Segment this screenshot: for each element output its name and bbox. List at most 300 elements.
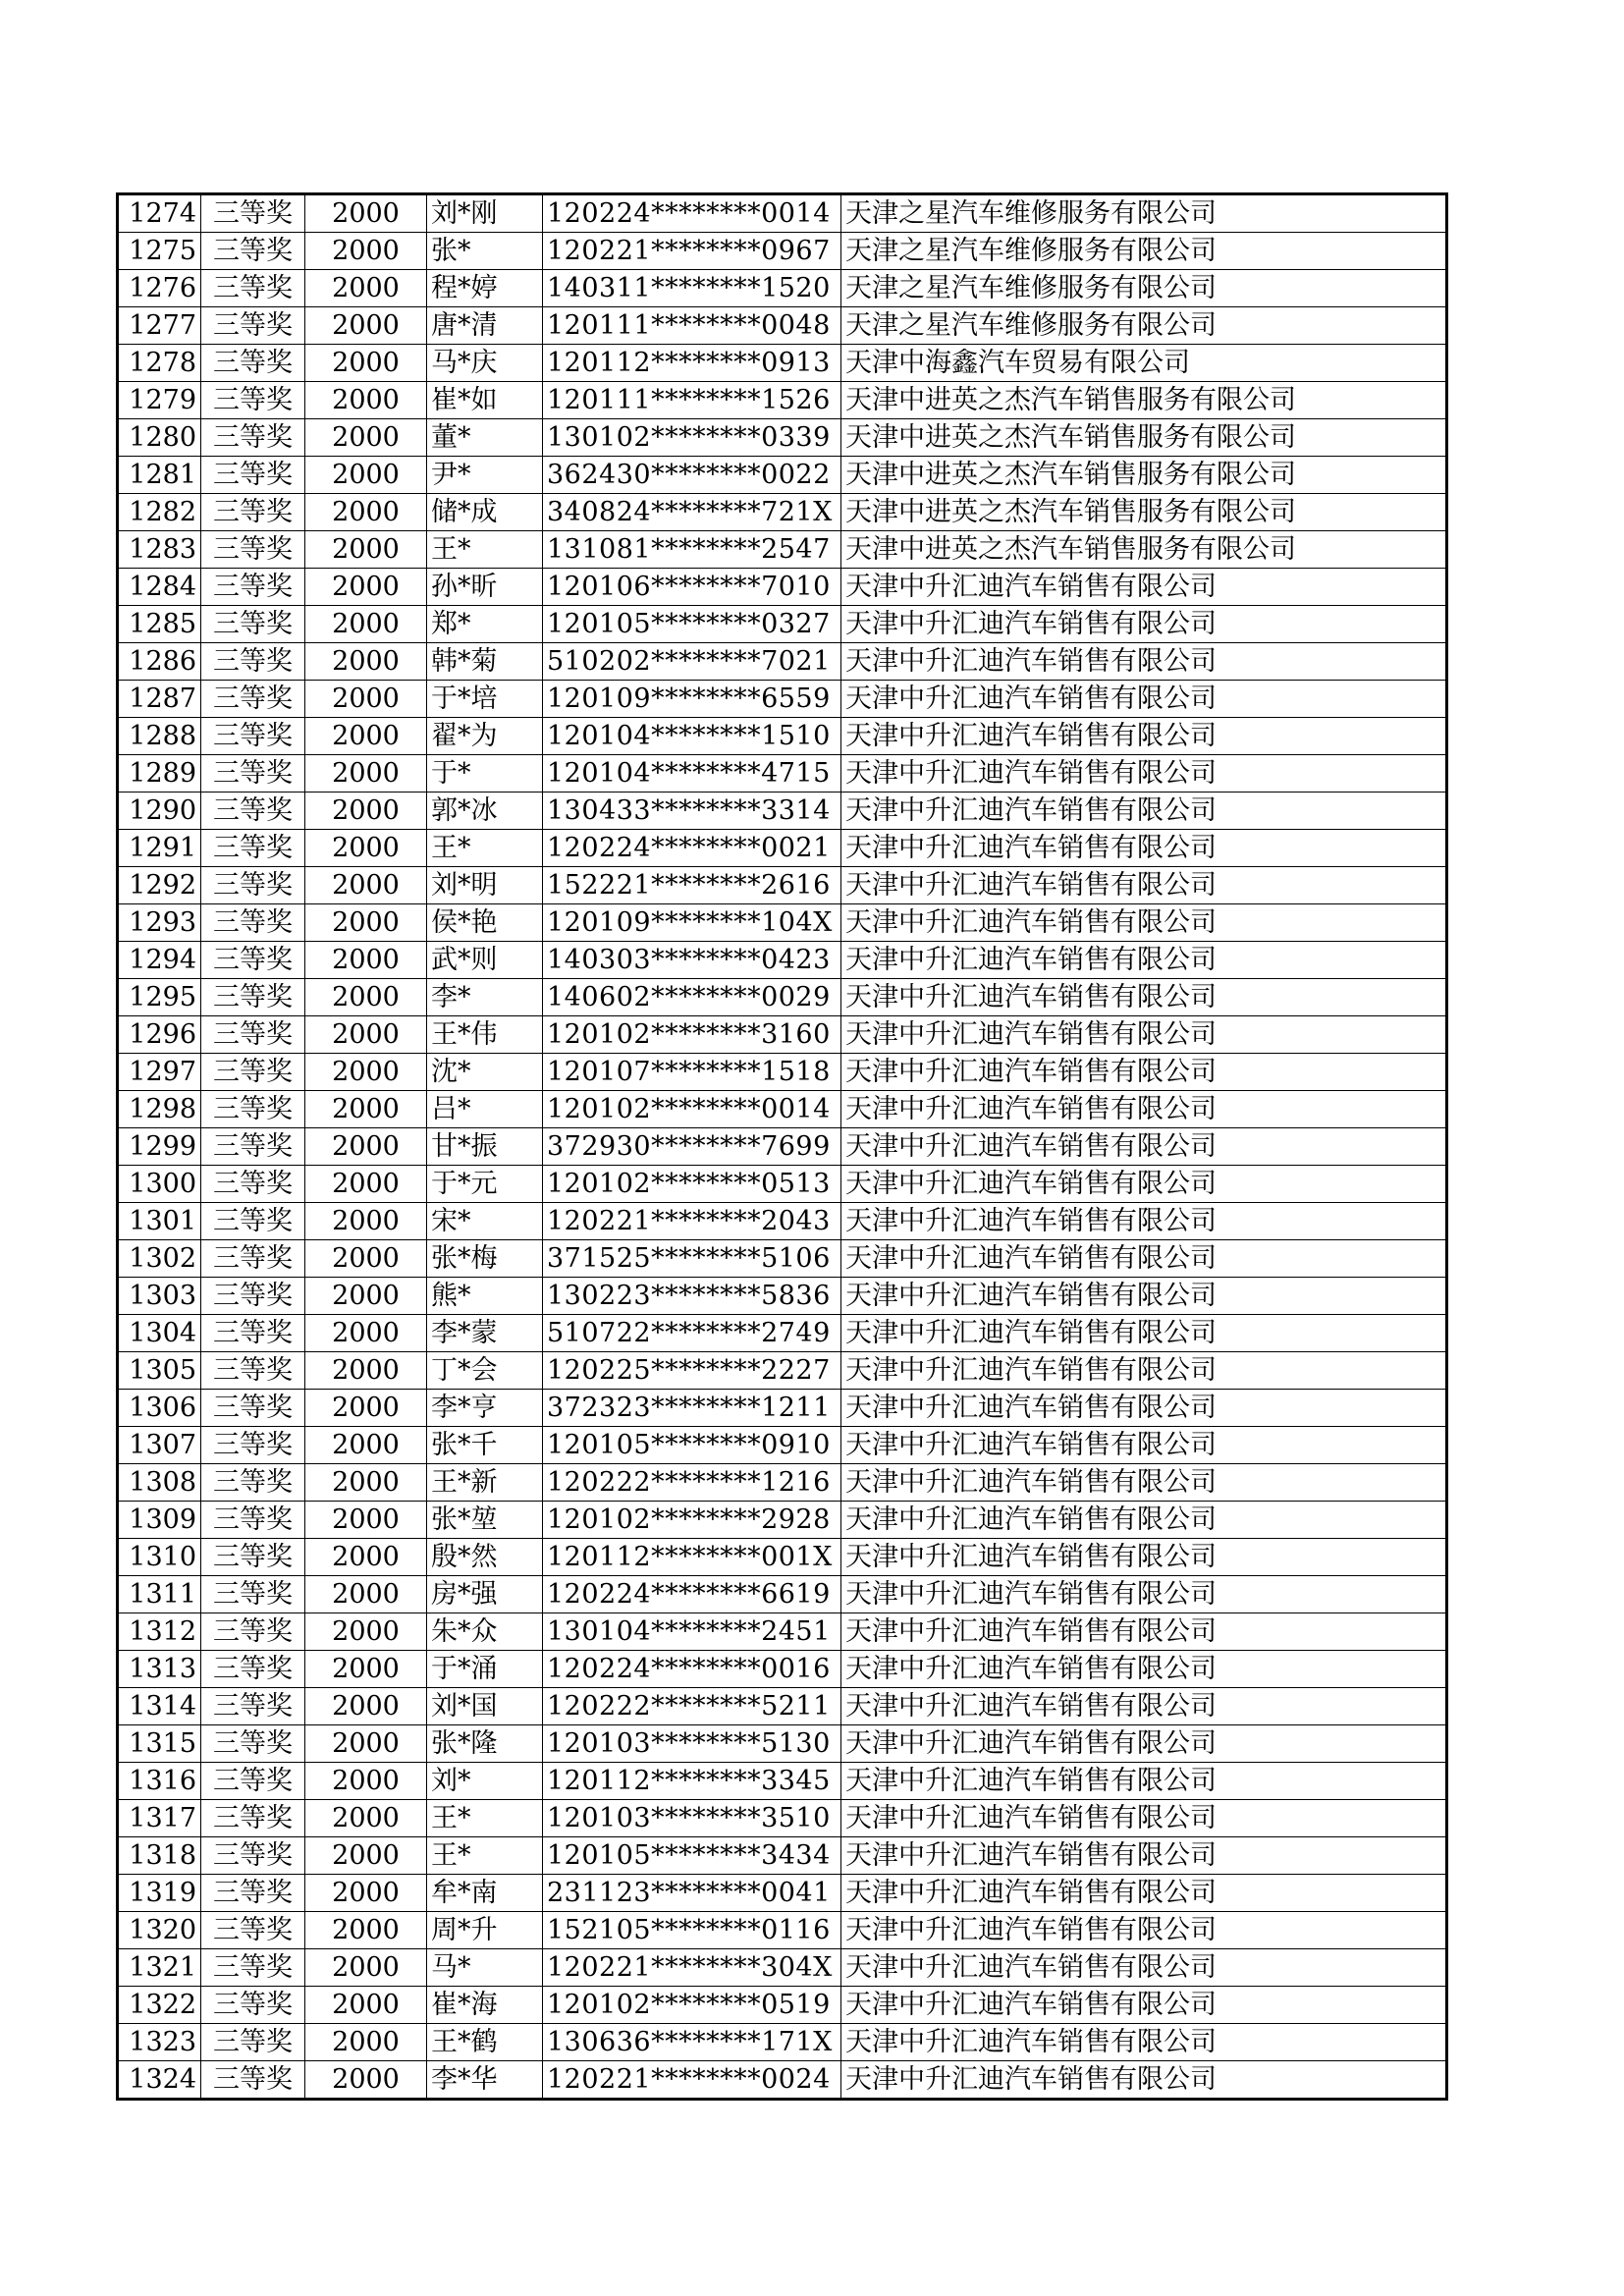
winner-name-cell: 熊* — [427, 1278, 543, 1315]
row-number-cell: 1304 — [119, 1315, 201, 1352]
company-name-cell: 天津中升汇迪汽车销售有限公司 — [841, 1166, 1446, 1203]
prize-level-cell: 三等奖 — [201, 606, 305, 643]
row-number-cell: 1275 — [119, 233, 201, 270]
id-number-cell: 120222********5211 — [543, 1688, 841, 1725]
winner-name-cell: 马* — [427, 1949, 543, 1987]
row-number-cell: 1318 — [119, 1837, 201, 1875]
table-row — [119, 830, 1446, 867]
row-number-cell: 1310 — [119, 1539, 201, 1576]
row-number-cell: 1308 — [119, 1464, 201, 1502]
table-row — [119, 979, 1446, 1016]
prize-amount-cell: 2000 — [305, 942, 427, 979]
row-number-cell: 1279 — [119, 382, 201, 419]
company-name-cell: 天津中海鑫汽车贸易有限公司 — [841, 345, 1446, 382]
company-name-cell: 天津中升汇迪汽车销售有限公司 — [841, 1427, 1446, 1464]
row-number-cell: 1302 — [119, 1240, 201, 1278]
prize-level-cell: 三等奖 — [201, 1091, 305, 1128]
company-name-cell: 天津中升汇迪汽车销售有限公司 — [841, 1875, 1446, 1912]
company-name-cell: 天津中升汇迪汽车销售有限公司 — [841, 1688, 1446, 1725]
prize-level-cell: 三等奖 — [201, 979, 305, 1016]
table-row — [119, 1837, 1446, 1875]
winner-name-cell: 侯*艳 — [427, 904, 543, 942]
prize-amount-cell: 2000 — [305, 419, 427, 457]
company-name-cell: 天津中升汇迪汽车销售有限公司 — [841, 1539, 1446, 1576]
row-number-cell: 1309 — [119, 1502, 201, 1539]
prize-level-cell: 三等奖 — [201, 1502, 305, 1539]
winner-name-cell: 尹* — [427, 457, 543, 494]
table-row — [119, 382, 1446, 419]
company-name-cell: 天津中升汇迪汽车销售有限公司 — [841, 1016, 1446, 1054]
row-number-cell: 1286 — [119, 643, 201, 681]
prize-level-cell: 三等奖 — [201, 1763, 305, 1800]
winner-name-cell: 武*则 — [427, 942, 543, 979]
company-name-cell: 天津中进英之杰汽车销售服务有限公司 — [841, 457, 1446, 494]
winner-name-cell: 于* — [427, 755, 543, 793]
table-row — [119, 942, 1446, 979]
row-number-cell: 1320 — [119, 1912, 201, 1949]
id-number-cell: 120111********1526 — [543, 382, 841, 419]
id-number-cell: 340824********721X — [543, 494, 841, 531]
company-name-cell: 天津中升汇迪汽车销售有限公司 — [841, 1315, 1446, 1352]
prize-amount-cell: 2000 — [305, 1352, 427, 1390]
winner-name-cell: 董* — [427, 419, 543, 457]
row-number-cell: 1282 — [119, 494, 201, 531]
id-number-cell: 120221********304X — [543, 1949, 841, 1987]
winner-name-cell: 沈* — [427, 1054, 543, 1091]
winner-name-cell: 丁*会 — [427, 1352, 543, 1390]
winner-name-cell: 于*涌 — [427, 1651, 543, 1688]
winner-name-cell: 储*成 — [427, 494, 543, 531]
prize-amount-cell: 2000 — [305, 1725, 427, 1763]
company-name-cell: 天津中升汇迪汽车销售有限公司 — [841, 718, 1446, 755]
company-name-cell: 天津中升汇迪汽车销售有限公司 — [841, 1091, 1446, 1128]
prize-level-cell: 三等奖 — [201, 681, 305, 718]
company-name-cell: 天津中升汇迪汽车销售有限公司 — [841, 1949, 1446, 1987]
table-row — [119, 2061, 1446, 2099]
row-number-cell: 1274 — [119, 195, 201, 233]
id-number-cell: 120106********7010 — [543, 569, 841, 606]
prize-amount-cell: 2000 — [305, 718, 427, 755]
prize-level-cell: 三等奖 — [201, 2061, 305, 2099]
row-number-cell: 1311 — [119, 1576, 201, 1613]
winner-name-cell: 房*强 — [427, 1576, 543, 1613]
company-name-cell: 天津之星汽车维修服务有限公司 — [841, 195, 1446, 233]
company-name-cell: 天津中升汇迪汽车销售有限公司 — [841, 1352, 1446, 1390]
row-number-cell: 1292 — [119, 867, 201, 904]
table-row — [119, 1502, 1446, 1539]
prize-level-cell: 三等奖 — [201, 419, 305, 457]
prize-amount-cell: 2000 — [305, 1613, 427, 1651]
id-number-cell: 130104********2451 — [543, 1613, 841, 1651]
table-row — [119, 307, 1446, 345]
table-row — [119, 1054, 1446, 1091]
prize-amount-cell: 2000 — [305, 1502, 427, 1539]
prize-amount-cell: 2000 — [305, 1837, 427, 1875]
company-name-cell: 天津中升汇迪汽车销售有限公司 — [841, 606, 1446, 643]
prize-level-cell: 三等奖 — [201, 1390, 305, 1427]
prize-level-cell: 三等奖 — [201, 1240, 305, 1278]
id-number-cell: 120102********0519 — [543, 1987, 841, 2024]
winner-name-cell: 张*隆 — [427, 1725, 543, 1763]
table-row — [119, 1240, 1446, 1278]
prize-amount-cell: 2000 — [305, 1315, 427, 1352]
prize-amount-cell: 2000 — [305, 1688, 427, 1725]
row-number-cell: 1306 — [119, 1390, 201, 1427]
table-row — [119, 2024, 1446, 2061]
winner-name-cell: 王* — [427, 830, 543, 867]
prize-level-cell: 三等奖 — [201, 307, 305, 345]
prize-level-cell: 三等奖 — [201, 457, 305, 494]
prize-level-cell: 三等奖 — [201, 942, 305, 979]
table-row — [119, 1464, 1446, 1502]
prize-amount-cell: 2000 — [305, 1240, 427, 1278]
id-number-cell: 120103********3510 — [543, 1800, 841, 1837]
prize-amount-cell: 2000 — [305, 2024, 427, 2061]
table-row — [119, 1688, 1446, 1725]
winner-name-cell: 吕* — [427, 1091, 543, 1128]
prize-level-cell: 三等奖 — [201, 1912, 305, 1949]
id-number-cell: 120221********0024 — [543, 2061, 841, 2099]
prize-level-cell: 三等奖 — [201, 1725, 305, 1763]
prize-amount-cell: 2000 — [305, 195, 427, 233]
prize-level-cell: 三等奖 — [201, 1427, 305, 1464]
prize-level-cell: 三等奖 — [201, 2024, 305, 2061]
id-number-cell: 371525********5106 — [543, 1240, 841, 1278]
id-number-cell: 120102********0014 — [543, 1091, 841, 1128]
row-number-cell: 1322 — [119, 1987, 201, 2024]
winner-name-cell: 刘*国 — [427, 1688, 543, 1725]
winner-name-cell: 唐*清 — [427, 307, 543, 345]
table-row — [119, 569, 1446, 606]
prize-amount-cell: 2000 — [305, 307, 427, 345]
id-number-cell: 120105********0327 — [543, 606, 841, 643]
company-name-cell: 天津中升汇迪汽车销售有限公司 — [841, 1390, 1446, 1427]
prize-amount-cell: 2000 — [305, 531, 427, 569]
winner-name-cell: 李* — [427, 979, 543, 1016]
company-name-cell: 天津中升汇迪汽车销售有限公司 — [841, 2061, 1446, 2099]
row-number-cell: 1305 — [119, 1352, 201, 1390]
prize-amount-cell: 2000 — [305, 382, 427, 419]
prize-amount-cell: 2000 — [305, 1875, 427, 1912]
prize-amount-cell: 2000 — [305, 643, 427, 681]
table-row — [119, 1651, 1446, 1688]
table-row — [119, 1800, 1446, 1837]
winner-name-cell: 朱*众 — [427, 1613, 543, 1651]
company-name-cell: 天津中升汇迪汽车销售有限公司 — [841, 1464, 1446, 1502]
table-row — [119, 606, 1446, 643]
table-row — [119, 1576, 1446, 1613]
table-row — [119, 345, 1446, 382]
prize-level-cell: 三等奖 — [201, 1166, 305, 1203]
prize-level-cell: 三等奖 — [201, 755, 305, 793]
id-number-cell: 120102********0513 — [543, 1166, 841, 1203]
row-number-cell: 1295 — [119, 979, 201, 1016]
winner-name-cell: 郭*冰 — [427, 793, 543, 830]
prize-amount-cell: 2000 — [305, 1091, 427, 1128]
prize-amount-cell: 2000 — [305, 755, 427, 793]
winner-name-cell: 张*堃 — [427, 1502, 543, 1539]
company-name-cell: 天津中升汇迪汽车销售有限公司 — [841, 569, 1446, 606]
table-row — [119, 1912, 1446, 1949]
table-row — [119, 419, 1446, 457]
winner-name-cell: 韩*菊 — [427, 643, 543, 681]
prize-amount-cell: 2000 — [305, 1763, 427, 1800]
company-name-cell: 天津中升汇迪汽车销售有限公司 — [841, 830, 1446, 867]
id-number-cell: 140602********0029 — [543, 979, 841, 1016]
prize-level-cell: 三等奖 — [201, 1352, 305, 1390]
prize-level-cell: 三等奖 — [201, 1651, 305, 1688]
table-row — [119, 681, 1446, 718]
table-body — [119, 195, 1446, 2099]
row-number-cell: 1287 — [119, 681, 201, 718]
prize-amount-cell: 2000 — [305, 1166, 427, 1203]
prize-amount-cell: 2000 — [305, 1949, 427, 1987]
prize-level-cell: 三等奖 — [201, 643, 305, 681]
table-row — [119, 1128, 1446, 1166]
winner-name-cell: 张*梅 — [427, 1240, 543, 1278]
id-number-cell: 120112********001X — [543, 1539, 841, 1576]
prize-level-cell: 三等奖 — [201, 1278, 305, 1315]
company-name-cell: 天津中升汇迪汽车销售有限公司 — [841, 2024, 1446, 2061]
table-row — [119, 1390, 1446, 1427]
prize-level-cell: 三等奖 — [201, 1875, 305, 1912]
prize-amount-cell: 2000 — [305, 569, 427, 606]
id-number-cell: 130636********171X — [543, 2024, 841, 2061]
table-row — [119, 1016, 1446, 1054]
prize-amount-cell: 2000 — [305, 1912, 427, 1949]
company-name-cell: 天津中升汇迪汽车销售有限公司 — [841, 1651, 1446, 1688]
table-row — [119, 867, 1446, 904]
table-row — [119, 1613, 1446, 1651]
winner-name-cell: 王*鹤 — [427, 2024, 543, 2061]
table-row — [119, 531, 1446, 569]
winner-name-cell: 崔*海 — [427, 1987, 543, 2024]
company-name-cell: 天津之星汽车维修服务有限公司 — [841, 307, 1446, 345]
prize-amount-cell: 2000 — [305, 1800, 427, 1837]
prize-amount-cell: 2000 — [305, 494, 427, 531]
winner-name-cell: 王*伟 — [427, 1016, 543, 1054]
prize-level-cell: 三等奖 — [201, 1837, 305, 1875]
table-row — [119, 1278, 1446, 1315]
table-row — [119, 1539, 1446, 1576]
prize-level-cell: 三等奖 — [201, 718, 305, 755]
prize-amount-cell: 2000 — [305, 867, 427, 904]
company-name-cell: 天津中升汇迪汽车销售有限公司 — [841, 1240, 1446, 1278]
table-row — [119, 793, 1446, 830]
row-number-cell: 1281 — [119, 457, 201, 494]
id-number-cell: 120221********2043 — [543, 1203, 841, 1240]
winner-name-cell: 周*升 — [427, 1912, 543, 1949]
table-row — [119, 1203, 1446, 1240]
company-name-cell: 天津中升汇迪汽车销售有限公司 — [841, 942, 1446, 979]
winner-name-cell: 于*元 — [427, 1166, 543, 1203]
prize-level-cell: 三等奖 — [201, 494, 305, 531]
row-number-cell: 1301 — [119, 1203, 201, 1240]
company-name-cell: 天津中升汇迪汽车销售有限公司 — [841, 1613, 1446, 1651]
row-number-cell: 1291 — [119, 830, 201, 867]
row-number-cell: 1283 — [119, 531, 201, 569]
prize-amount-cell: 2000 — [305, 1016, 427, 1054]
company-name-cell: 天津中升汇迪汽车销售有限公司 — [841, 681, 1446, 718]
row-number-cell: 1321 — [119, 1949, 201, 1987]
company-name-cell: 天津之星汽车维修服务有限公司 — [841, 233, 1446, 270]
prize-level-cell: 三等奖 — [201, 382, 305, 419]
table-row — [119, 1166, 1446, 1203]
prize-amount-cell: 2000 — [305, 233, 427, 270]
id-number-cell: 130433********3314 — [543, 793, 841, 830]
company-name-cell: 天津中升汇迪汽车销售有限公司 — [841, 1725, 1446, 1763]
id-number-cell: 140311********1520 — [543, 270, 841, 307]
row-number-cell: 1313 — [119, 1651, 201, 1688]
id-number-cell: 120224********6619 — [543, 1576, 841, 1613]
row-number-cell: 1276 — [119, 270, 201, 307]
table-row — [119, 457, 1446, 494]
winner-name-cell: 王*新 — [427, 1464, 543, 1502]
winner-name-cell: 崔*如 — [427, 382, 543, 419]
prize-level-cell: 三等奖 — [201, 1613, 305, 1651]
prize-level-cell: 三等奖 — [201, 1576, 305, 1613]
company-name-cell: 天津中升汇迪汽车销售有限公司 — [841, 1837, 1446, 1875]
prize-level-cell: 三等奖 — [201, 1016, 305, 1054]
id-number-cell: 140303********0423 — [543, 942, 841, 979]
prize-level-cell: 三等奖 — [201, 904, 305, 942]
prize-amount-cell: 2000 — [305, 270, 427, 307]
prize-level-cell: 三等奖 — [201, 1128, 305, 1166]
company-name-cell: 天津中升汇迪汽车销售有限公司 — [841, 1987, 1446, 2024]
winner-name-cell: 甘*振 — [427, 1128, 543, 1166]
company-name-cell: 天津中升汇迪汽车销售有限公司 — [841, 1278, 1446, 1315]
prize-amount-cell: 2000 — [305, 830, 427, 867]
row-number-cell: 1303 — [119, 1278, 201, 1315]
row-number-cell: 1299 — [119, 1128, 201, 1166]
id-number-cell: 152221********2616 — [543, 867, 841, 904]
prize-level-cell: 三等奖 — [201, 270, 305, 307]
prize-level-cell: 三等奖 — [201, 1949, 305, 1987]
winner-name-cell: 张* — [427, 233, 543, 270]
company-name-cell: 天津中进英之杰汽车销售服务有限公司 — [841, 382, 1446, 419]
id-number-cell: 372930********7699 — [543, 1128, 841, 1166]
prize-level-cell: 三等奖 — [201, 867, 305, 904]
id-number-cell: 130223********5836 — [543, 1278, 841, 1315]
row-number-cell: 1288 — [119, 718, 201, 755]
row-number-cell: 1278 — [119, 345, 201, 382]
company-name-cell: 天津中升汇迪汽车销售有限公司 — [841, 1128, 1446, 1166]
row-number-cell: 1294 — [119, 942, 201, 979]
prize-amount-cell: 2000 — [305, 1427, 427, 1464]
winner-name-cell: 翟*为 — [427, 718, 543, 755]
prize-winners-table — [118, 194, 1446, 2099]
winner-name-cell: 牟*南 — [427, 1875, 543, 1912]
table-row — [119, 494, 1446, 531]
row-number-cell: 1314 — [119, 1688, 201, 1725]
table-row — [119, 1427, 1446, 1464]
row-number-cell: 1317 — [119, 1800, 201, 1837]
company-name-cell: 天津中升汇迪汽车销售有限公司 — [841, 1800, 1446, 1837]
id-number-cell: 362430********0022 — [543, 457, 841, 494]
id-number-cell: 120224********0021 — [543, 830, 841, 867]
company-name-cell: 天津中升汇迪汽车销售有限公司 — [841, 1763, 1446, 1800]
prize-level-cell: 三等奖 — [201, 1203, 305, 1240]
prize-level-cell: 三等奖 — [201, 830, 305, 867]
prize-amount-cell: 2000 — [305, 1054, 427, 1091]
table-row — [119, 1987, 1446, 2024]
winner-name-cell: 郑* — [427, 606, 543, 643]
prize-level-cell: 三等奖 — [201, 233, 305, 270]
row-number-cell: 1300 — [119, 1166, 201, 1203]
prize-amount-cell: 2000 — [305, 793, 427, 830]
row-number-cell: 1319 — [119, 1875, 201, 1912]
winner-name-cell: 李*蒙 — [427, 1315, 543, 1352]
prize-amount-cell: 2000 — [305, 904, 427, 942]
table-row — [119, 1315, 1446, 1352]
row-number-cell: 1324 — [119, 2061, 201, 2099]
company-name-cell: 天津中升汇迪汽车销售有限公司 — [841, 979, 1446, 1016]
row-number-cell: 1285 — [119, 606, 201, 643]
prize-level-cell: 三等奖 — [201, 531, 305, 569]
company-name-cell: 天津中进英之杰汽车销售服务有限公司 — [841, 419, 1446, 457]
prize-level-cell: 三等奖 — [201, 1539, 305, 1576]
company-name-cell: 天津中升汇迪汽车销售有限公司 — [841, 1576, 1446, 1613]
table-row — [119, 1949, 1446, 1987]
id-number-cell: 120225********2227 — [543, 1352, 841, 1390]
table-row — [119, 1091, 1446, 1128]
prize-amount-cell: 2000 — [305, 606, 427, 643]
winner-name-cell: 刘*明 — [427, 867, 543, 904]
id-number-cell: 120107********1518 — [543, 1054, 841, 1091]
company-name-cell: 天津中升汇迪汽车销售有限公司 — [841, 904, 1446, 942]
table-row — [119, 718, 1446, 755]
table-row — [119, 755, 1446, 793]
company-name-cell: 天津中进英之杰汽车销售服务有限公司 — [841, 494, 1446, 531]
row-number-cell: 1298 — [119, 1091, 201, 1128]
row-number-cell: 1316 — [119, 1763, 201, 1800]
prize-amount-cell: 2000 — [305, 1203, 427, 1240]
table-row — [119, 643, 1446, 681]
prize-level-cell: 三等奖 — [201, 195, 305, 233]
table-row — [119, 233, 1446, 270]
winner-name-cell: 王* — [427, 1800, 543, 1837]
id-number-cell: 510202********7021 — [543, 643, 841, 681]
id-number-cell: 120221********0967 — [543, 233, 841, 270]
company-name-cell: 天津中升汇迪汽车销售有限公司 — [841, 793, 1446, 830]
row-number-cell: 1280 — [119, 419, 201, 457]
winner-name-cell: 张*千 — [427, 1427, 543, 1464]
winner-name-cell: 殷*然 — [427, 1539, 543, 1576]
id-number-cell: 120111********0048 — [543, 307, 841, 345]
table-row — [119, 1875, 1446, 1912]
id-number-cell: 130102********0339 — [543, 419, 841, 457]
table-row — [119, 1725, 1446, 1763]
winner-name-cell: 王* — [427, 531, 543, 569]
company-name-cell: 天津中升汇迪汽车销售有限公司 — [841, 643, 1446, 681]
id-number-cell: 372323********1211 — [543, 1390, 841, 1427]
id-number-cell: 510722********2749 — [543, 1315, 841, 1352]
prize-level-cell: 三等奖 — [201, 1688, 305, 1725]
id-number-cell: 120222********1216 — [543, 1464, 841, 1502]
prize-amount-cell: 2000 — [305, 1539, 427, 1576]
prize-level-cell: 三等奖 — [201, 1054, 305, 1091]
table-row — [119, 1763, 1446, 1800]
prize-amount-cell: 2000 — [305, 1390, 427, 1427]
id-number-cell: 120224********0014 — [543, 195, 841, 233]
row-number-cell: 1277 — [119, 307, 201, 345]
prize-level-cell: 三等奖 — [201, 1315, 305, 1352]
row-number-cell: 1293 — [119, 904, 201, 942]
id-number-cell: 120224********0016 — [543, 1651, 841, 1688]
winner-name-cell: 于*培 — [427, 681, 543, 718]
prize-amount-cell: 2000 — [305, 2061, 427, 2099]
id-number-cell: 120104********1510 — [543, 718, 841, 755]
